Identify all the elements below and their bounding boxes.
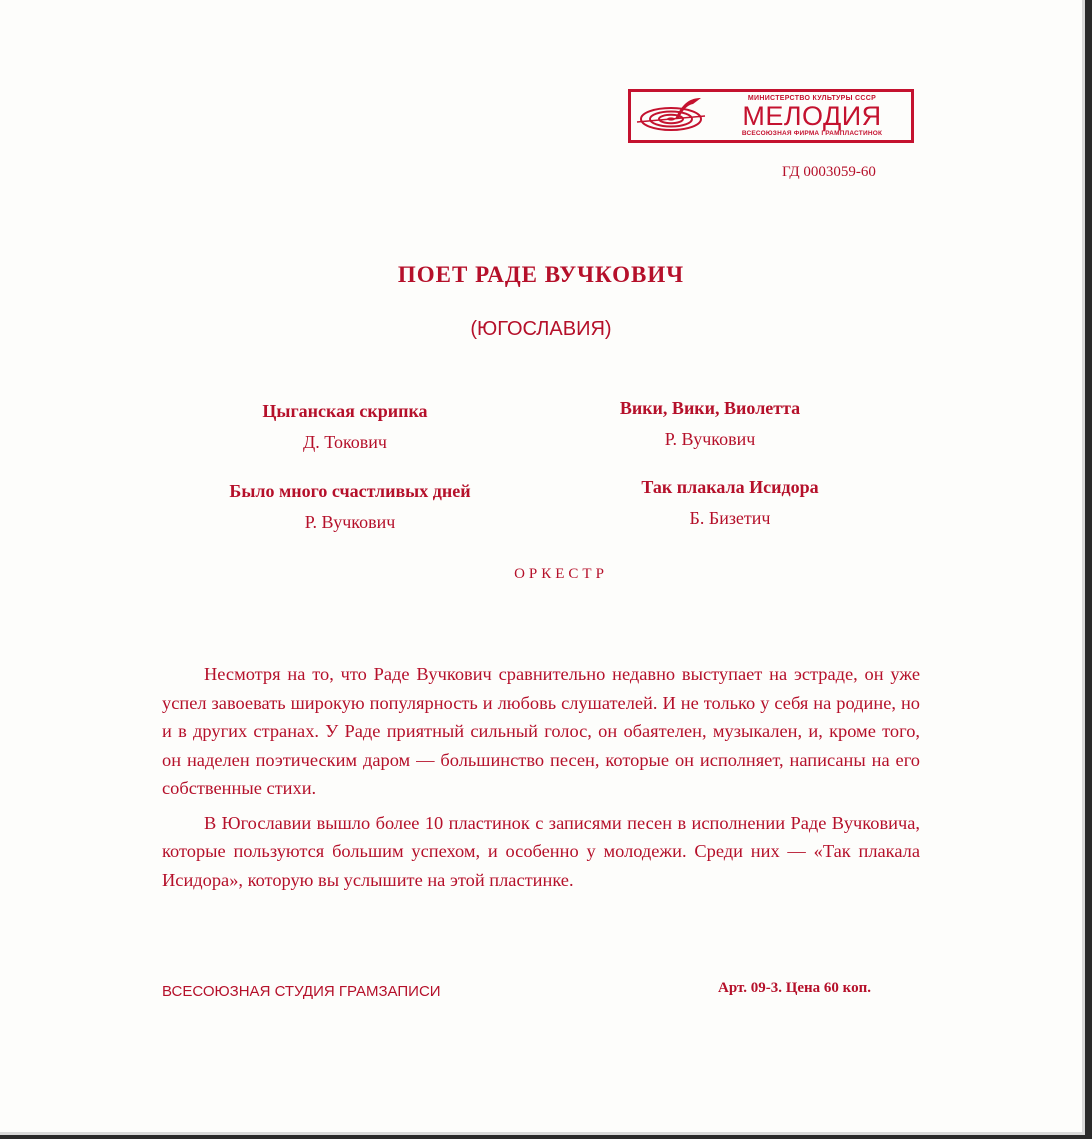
- track-author: Д. Токович: [303, 432, 387, 452]
- liner-paragraph-1: Несмотря на то, что Раде Вучкович сравнительно недавно выступает на эстраде, он уже успел завоевать широкую популярность и любовь слушателей. И не только у себя на родине, но и в других странах. У Раде приятный сильный голос, он обаятелен, музыкален, и, кроме того, он наделен поэтическим даром — большинство песен, которые он исполняет, написаны на его собственные стихи.: [162, 664, 920, 798]
- track-1: [200, 401, 490, 453]
- logo-ministry-line: МИНИСТЕРСТВО КУЛЬТУРЫ СССР: [747, 95, 877, 103]
- track-author: Б. Бизетич: [689, 508, 771, 528]
- melodiya-logo: [628, 89, 914, 143]
- studio-credit: ВСЕСОЮЗНАЯ СТУДИЯ ГРАМЗАПИСИ: [162, 983, 441, 1000]
- track-title: Вики, Вики, Виолетта: [619, 398, 801, 418]
- logo-company-line: ВСЕСОЮЗНАЯ ФИРМА ГРАМПЛАСТИНОК: [741, 130, 883, 138]
- track-title: Так плакала Исидора: [641, 477, 819, 497]
- album-subtitle: (ЮГОСЛАВИЯ): [470, 318, 612, 340]
- track-author: Р. Вучкович: [664, 429, 756, 449]
- logo-brand: МЕЛОДИЯ: [742, 101, 882, 132]
- price-label: Арт. 09-3. Цена 60 коп.: [718, 980, 872, 996]
- melodiya-record-logo-icon: [631, 92, 713, 140]
- liner-notes: [162, 660, 920, 894]
- logo-text: [713, 94, 911, 138]
- album-title: ПОЕТ РАДЕ ВУЧКОВИЧ: [397, 262, 685, 287]
- catalog-number: ГД 0003059-60: [782, 164, 876, 180]
- track-4: [585, 477, 875, 529]
- track-3: [190, 481, 510, 533]
- track-2: [565, 398, 855, 450]
- track-author: Р. Вучкович: [304, 512, 396, 532]
- track-title: Было много счастливых дней: [229, 481, 471, 501]
- track-title: Цыганская скрипка: [262, 401, 428, 421]
- liner-paragraph-2: В Югославии вышло более 10 пластинок с записями песен в исполнении Раде Вучковича, которые пользуются большим успехом, и особенно у молодежи. Среди них — «Так плакала Исидора», которую вы услышите на этой пластинке.: [162, 812, 920, 890]
- orchestra-credit: ОРКЕСТР: [514, 566, 608, 582]
